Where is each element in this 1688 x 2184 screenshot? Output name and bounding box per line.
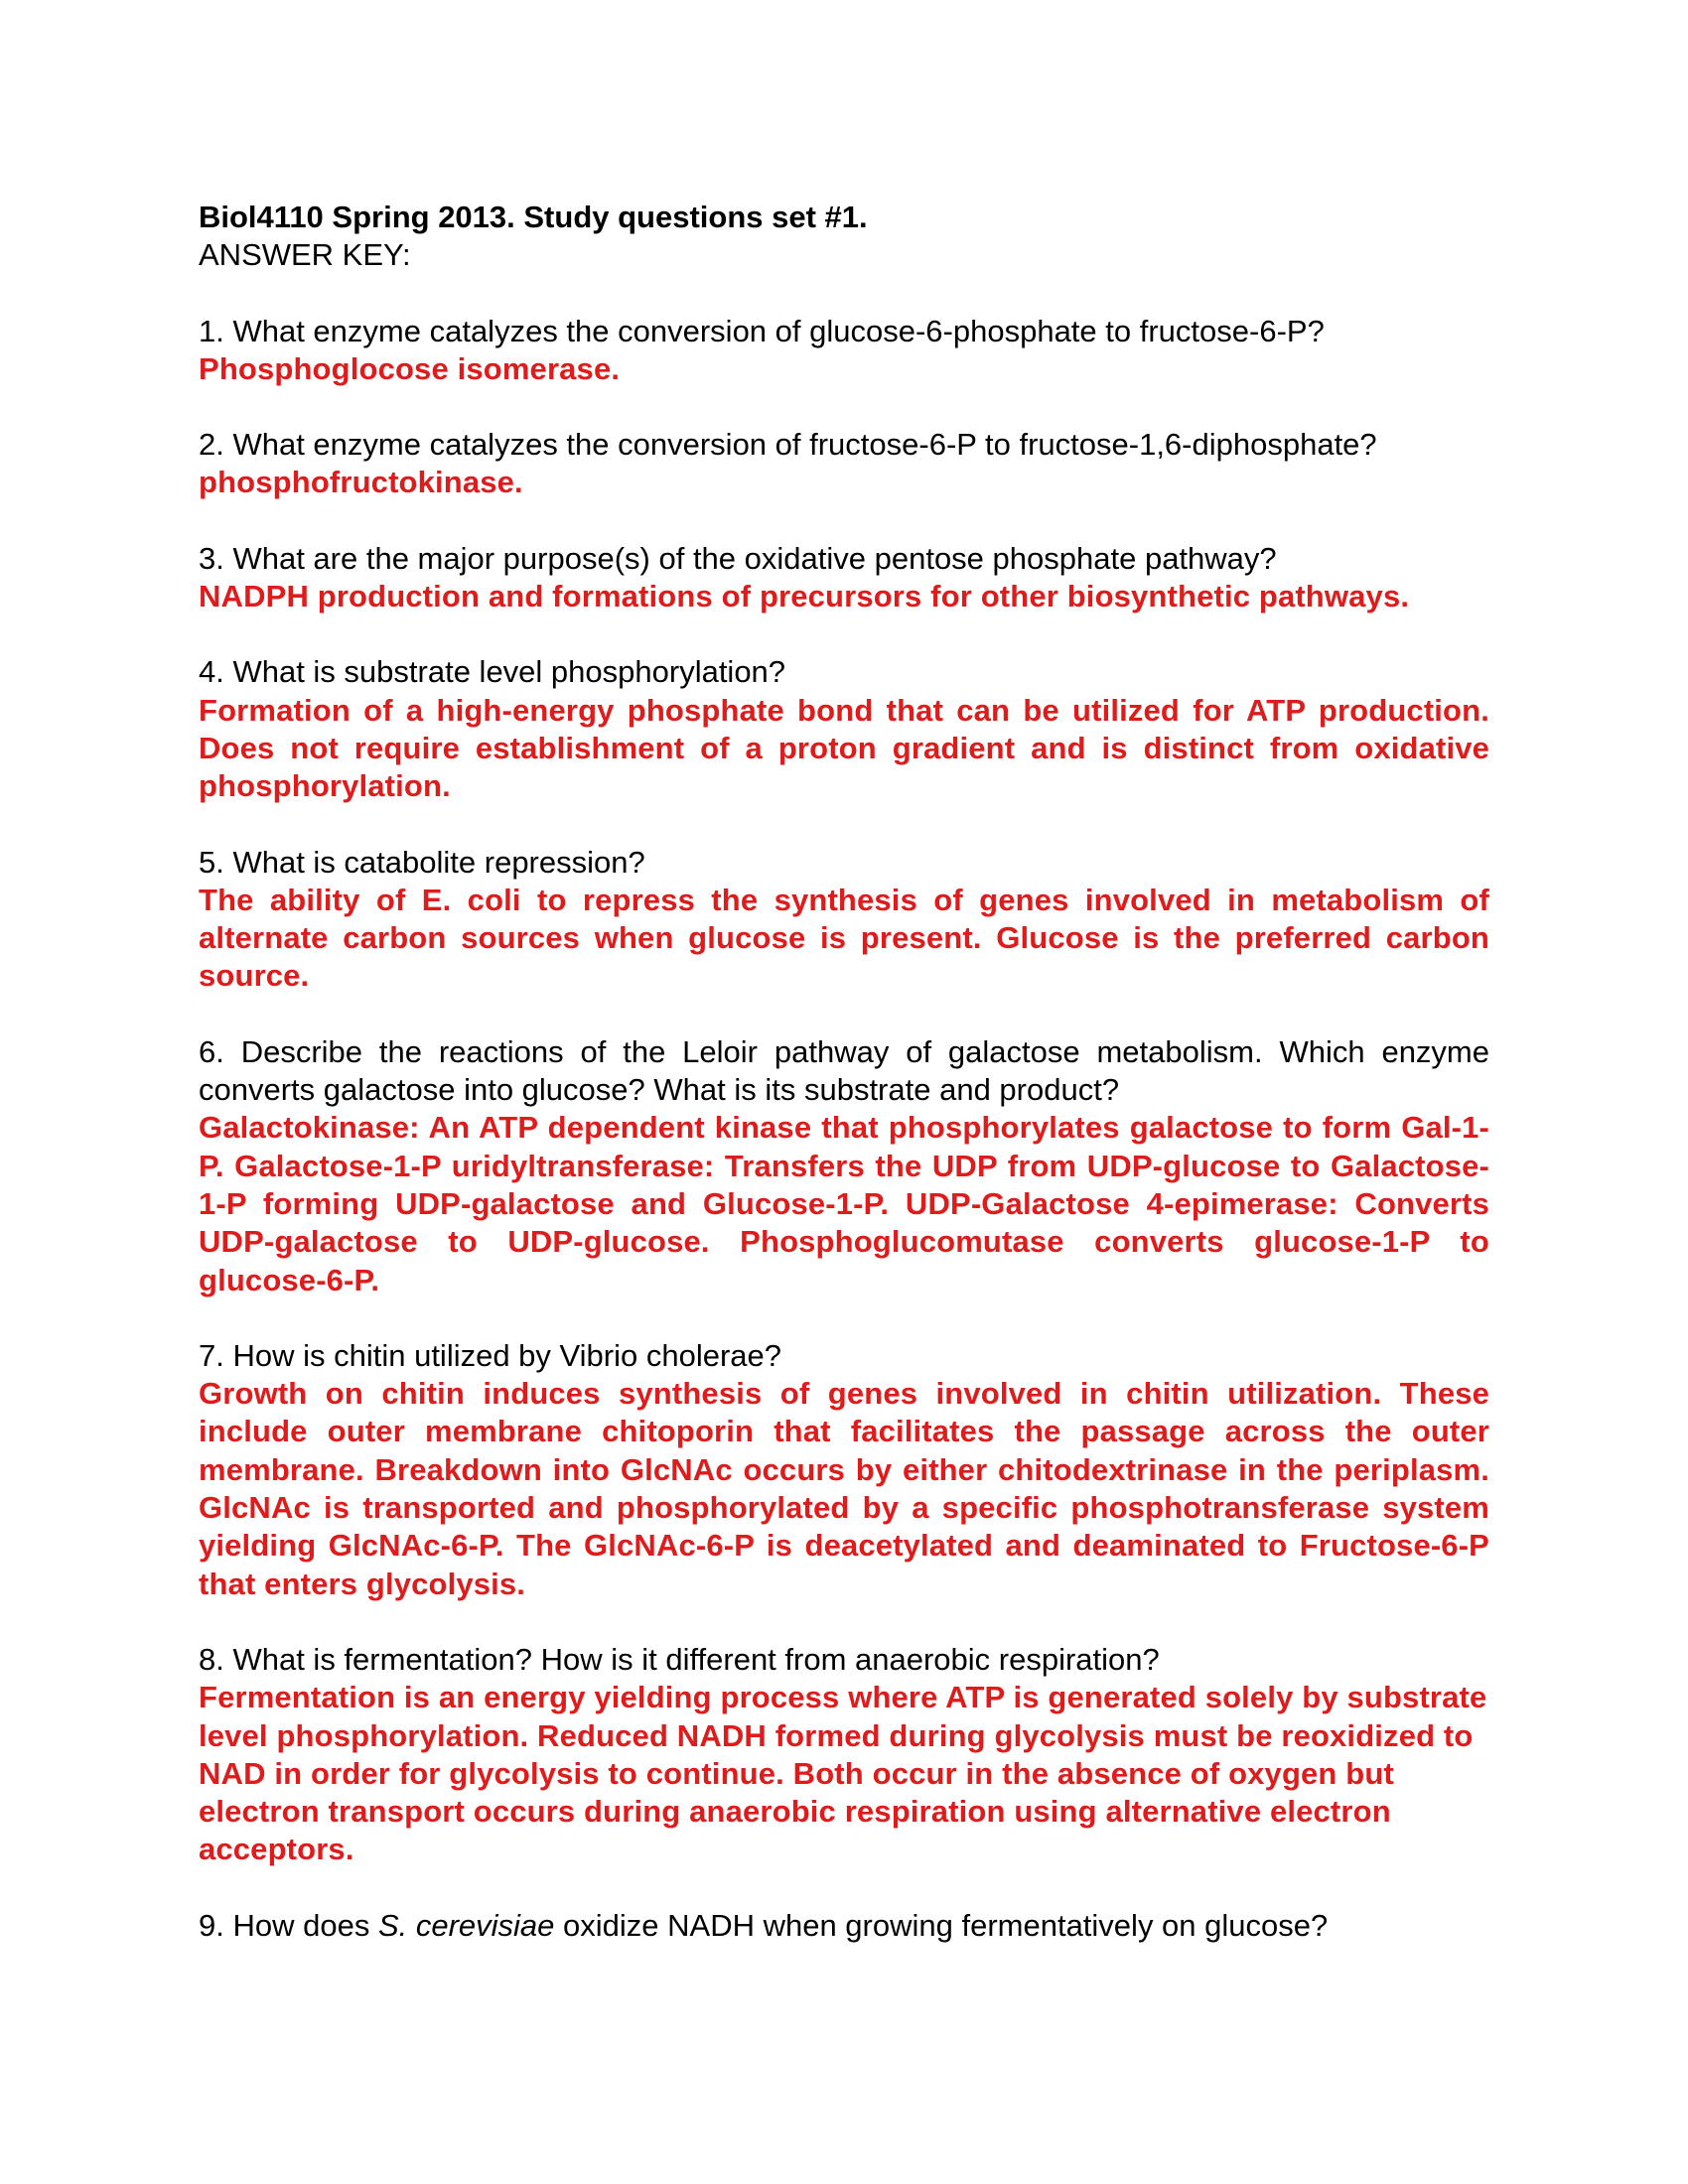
question-text: 8. What is fermentation? How is it different from anaerobic respiration? (199, 1641, 1160, 1677)
question-text: 1. What enzyme catalyzes the conversion of glucose-6-phosphate to fructose-6-P? (199, 313, 1325, 348)
qa-item-2 (199, 426, 1489, 502)
answer-text: Phosphoglocose isomerase. (199, 350, 621, 386)
answer-text: Fermentation is an energy yielding process where ATP is generated solely by substrate level phosphorylation. Reduced NADH formed during glycolysis must be reoxidized to NAD in order for glycolysis to continue. Both occur in the absence of oxygen but electron transport occurs during anaerobic respiration using alternative electron acceptors. (199, 1680, 1487, 1867)
answer-text: Growth on chitin induces synthesis of genes involved in chitin utilization. These include outer membrane chitoporin that facilitates the passage across the outer membrane. Breakdown into GlcNAc occurs by either chitodextrinase in the periplasm. GlcNAc is transported and phosphorylated by a specific phosphotransferase system yielding GlcNAc-6-P. The GlcNAc-6-P is deacetylated and deaminated to Fructose-6-P that enters glycolysis. (199, 1376, 1489, 1601)
qa-item-4 (199, 653, 1489, 805)
qa-item-8 (199, 1641, 1489, 1869)
qa-item-6 (199, 1033, 1489, 1299)
question-prefix: 9. How does (199, 1907, 378, 1943)
question-text: 5. What is catabolite repression? (199, 844, 645, 880)
qa-item-3 (199, 540, 1489, 616)
organism-name: S. cerevisiae (377, 1907, 555, 1943)
qa-item-5 (199, 844, 1489, 996)
question-suffix: oxidize NADH when growing fermentatively on glucose? (554, 1907, 1329, 1943)
question-text: 2. What enzyme catalyzes the conversion of fructose-6-P to fructose-1,6-diphosphate? (199, 427, 1377, 463)
answer-text: Formation of a high-energy phosphate bond that can be utilized for ATP production. Does not require establishment of a proton gradient and is distinct from oxidative phosphorylation. (199, 692, 1489, 804)
answer-text: phosphofructokinase. (199, 465, 523, 500)
answer-text: Galactokinase: An ATP dependent kinase that phosphorylates galactose to form Gal-1-P. Galactose-1-P uridyltransferase: Transfers the UDP from UDP-glucose to Galactose-1-P forming UDP-galactose and Glucose-1-P. UDP-Galactose 4-epimerase: Converts UDP-galactose to UDP-glucose. Phosphoglucomutase converts glucose-1-P to glucose-6-P. (199, 1110, 1489, 1297)
document-title: Biol4110 Spring 2013. Study questions set #1. (199, 200, 868, 234)
question-text: 7. How is chitin utilized by Vibrio cholerae? (199, 1337, 782, 1373)
question-text (199, 1907, 1489, 1945)
document-content (199, 199, 1489, 1982)
qa-item-9 (199, 1907, 1489, 1945)
qa-item-7 (199, 1337, 1489, 1603)
qa-item-1 (199, 313, 1489, 389)
question-text: 3. What are the major purpose(s) of the oxidative pentose phosphate pathway? (199, 540, 1277, 576)
question-text: 4. What is substrate level phosphorylation? (199, 654, 786, 690)
document-subtitle: ANSWER KEY: (199, 237, 411, 273)
question-text: 6. Describe the reactions of the Leloir pathway of galactose metabolism. Which enzyme converts galactose into glucose? What is its substrate and product? (199, 1033, 1489, 1108)
answer-text: NADPH production and formations of precursors for other biosynthetic pathways. (199, 579, 1410, 614)
answer-text: The ability of E. coli to repress the synthesis of genes involved in metabolism of alternate carbon sources when glucose is present. Glucose is the preferred carbon source. (199, 882, 1489, 994)
